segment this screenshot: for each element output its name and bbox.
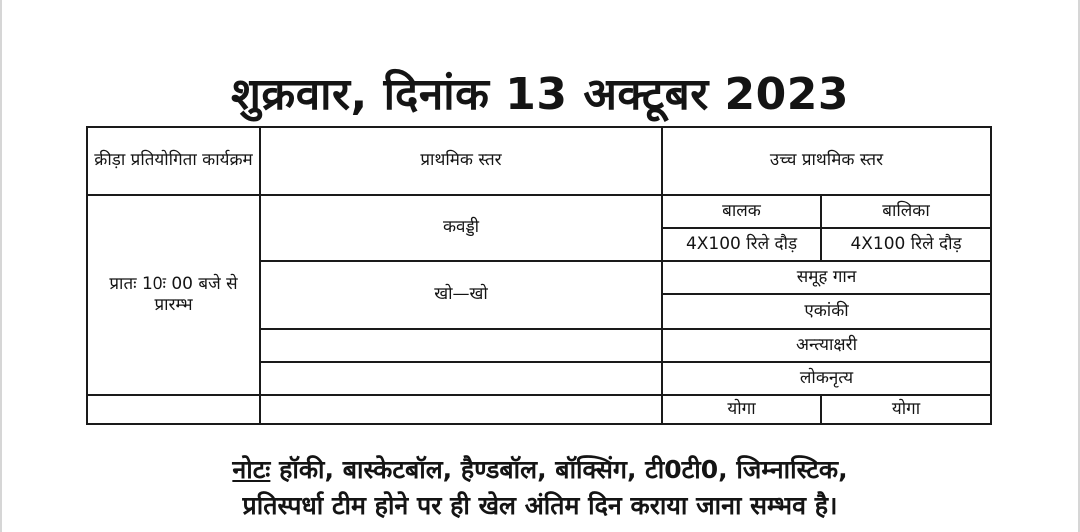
start-time-cell: प्रातः 10ः 00 बजे से प्रारम्भ bbox=[87, 195, 260, 395]
upper-boys-relay: 4X100 रिले दौड़ bbox=[662, 228, 821, 261]
upper-event-antakshari: अन्त्याक्षरी bbox=[662, 329, 991, 362]
primary-empty-cell bbox=[260, 362, 662, 395]
header-primary-level: प्राथमिक स्तर bbox=[260, 127, 662, 195]
upper-event-solo-act: एकांकी bbox=[662, 294, 991, 329]
upper-yoga-girls: योगा bbox=[821, 395, 991, 424]
table-row bbox=[87, 195, 991, 228]
header-upper-primary-level: उच्च प्राथमिक स्तर bbox=[662, 127, 991, 195]
primary-empty-cell bbox=[260, 329, 662, 362]
header-program: क्रीड़ा प्रतियोगिता कार्यक्रम bbox=[87, 127, 260, 195]
table-header-row bbox=[87, 127, 991, 195]
note-line-2: प्रतिस्पर्धा टीम होने पर ही खेल अंतिम दिन कराया जाना सम्भव है। bbox=[242, 491, 838, 520]
upper-event-group-song: समूह गान bbox=[662, 261, 991, 294]
page-title: शुक्रवार, दिनांक 13 अक्टूबर 2023 bbox=[230, 69, 849, 120]
upper-yoga-boys: योगा bbox=[662, 395, 821, 424]
upper-girls-relay: 4X100 रिले दौड़ bbox=[821, 228, 991, 261]
upper-boys-label: बालक bbox=[662, 195, 821, 228]
primary-event-kabaddi: कवड्डी bbox=[260, 195, 662, 261]
upper-event-folk-dance: लोकनृत्य bbox=[662, 362, 991, 395]
table-row bbox=[87, 395, 991, 424]
note-line-1 bbox=[0, 452, 1080, 488]
time-empty-cell bbox=[87, 395, 260, 424]
note-block bbox=[0, 452, 1080, 524]
note-label: नोटः bbox=[232, 455, 271, 484]
primary-event-kho-kho: खो—खो bbox=[260, 261, 662, 329]
schedule-table bbox=[86, 126, 992, 425]
upper-girls-label: बालिका bbox=[821, 195, 991, 228]
note-text-1: हॉकी, बास्केटबॉल, हैण्डबॉल, बॉक्सिंग, टी0टी0, जिम्नास्टिक, bbox=[270, 455, 848, 484]
primary-empty-cell bbox=[260, 395, 662, 424]
